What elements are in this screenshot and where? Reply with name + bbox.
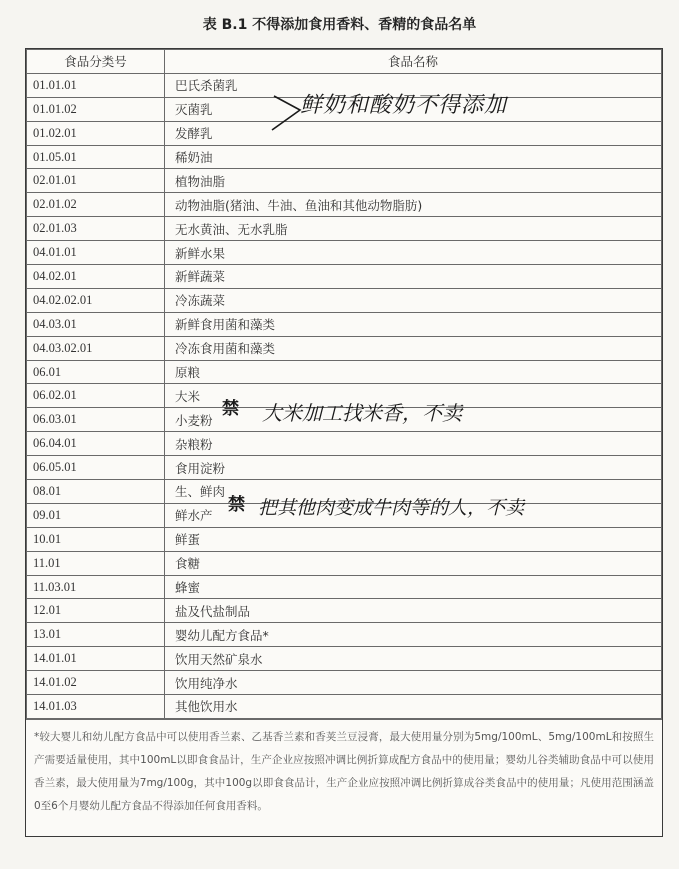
category-code-cell: 01.01.01 — [27, 73, 165, 97]
food-name-cell: 其他饮用水 — [165, 695, 662, 719]
category-code-cell: 01.05.01 — [27, 145, 165, 169]
category-code-cell: 01.01.02 — [27, 97, 165, 121]
category-code-cell: 11.03.01 — [27, 575, 165, 599]
food-name-cell: 生、鲜肉 — [165, 480, 662, 504]
category-code-cell: 06.05.01 — [27, 456, 165, 480]
food-name-cell: 原粮 — [165, 360, 662, 384]
category-code-cell: 06.03.01 — [27, 408, 165, 432]
category-code-cell: 04.03.01 — [27, 312, 165, 336]
category-code-cell: 09.01 — [27, 503, 165, 527]
food-name-cell: 饮用纯净水 — [165, 671, 662, 695]
category-code-cell: 02.01.02 — [27, 193, 165, 217]
food-name-cell: 冷冻食用菌和藻类 — [165, 336, 662, 360]
food-name-cell: 巴氏杀菌乳 — [165, 73, 662, 97]
category-code-cell: 02.01.03 — [27, 217, 165, 241]
food-name-cell: 灭菌乳 — [165, 97, 662, 121]
handwritten-note-dairy: 鲜奶和酸奶不得添加 — [300, 93, 508, 118]
food-name-cell: 饮用天然矿泉水 — [165, 647, 662, 671]
category-code-cell: 11.01 — [27, 551, 165, 575]
category-code-cell: 10.01 — [27, 527, 165, 551]
table-title: 表 B.1 不得添加食用香料、香精的食品名单 — [202, 17, 477, 33]
food-name-cell: 盐及代盐制品 — [165, 599, 662, 623]
food-name-cell: 杂粮粉 — [165, 432, 662, 456]
category-code-cell: 06.04.01 — [27, 432, 165, 456]
food-name-cell: 无水黄油、无水乳脂 — [165, 217, 662, 241]
food-name-cell: 新鲜食用菌和藻类 — [165, 312, 662, 336]
column-header-name: 食品名称 — [165, 50, 662, 74]
food-name-cell: 鲜水产 — [165, 503, 662, 527]
handwritten-mark-rice: 禁 — [222, 399, 239, 419]
category-code-cell: 04.01.01 — [27, 241, 165, 265]
category-code-cell: 06.01 — [27, 360, 165, 384]
food-name-cell: 植物油脂 — [165, 169, 662, 193]
food-name-cell: 新鲜蔬菜 — [165, 265, 662, 289]
food-name-cell: 食糖 — [165, 551, 662, 575]
food-name-cell: 稀奶油 — [165, 145, 662, 169]
category-code-cell: 13.01 — [27, 623, 165, 647]
category-code-cell: 14.01.01 — [27, 647, 165, 671]
food-name-cell: 蜂蜜 — [165, 575, 662, 599]
food-name-cell: 发酵乳 — [165, 121, 662, 145]
food-name-cell: 大米 — [165, 384, 662, 408]
handwritten-note-rice: 大米加工找米香，不卖 — [262, 401, 462, 425]
food-name-cell: 婴幼儿配方食品* — [165, 623, 662, 647]
category-code-cell: 04.03.02.01 — [27, 336, 165, 360]
food-name-cell: 鲜蛋 — [165, 527, 662, 551]
food-name-cell: 新鲜水果 — [165, 241, 662, 265]
footnote: *较大婴儿和幼儿配方食品中可以使用香兰素、乙基香兰素和香荚兰豆浸膏，最大使用量分别为5mg/100mL、5mg/100mL和按照生产需要适量使用，其中100mL以即食食品计，生产企业应按照冲调比例折算成配方食品中的使用量；婴幼儿谷类辅助食品中可以使用香兰素，最大使用量为7mg/100g，其中100g以即食食品计，生产企业应按照冲调比例折算成谷类食品中的使用量；凡使用范围涵盖0至6个月婴幼儿配方食品不得添加任何食用香料。 — [26, 719, 662, 836]
food-name-cell: 小麦粉 — [165, 408, 662, 432]
category-code-cell: 01.02.01 — [27, 121, 165, 145]
category-code-cell: 08.01 — [27, 480, 165, 504]
category-code-cell: 04.02.02.01 — [27, 288, 165, 312]
handwritten-note-meat: 把其他肉变成牛肉等的人，不卖 — [258, 497, 525, 519]
category-code-cell: 06.02.01 — [27, 384, 165, 408]
category-code-cell: 14.01.03 — [27, 695, 165, 719]
category-code-cell: 04.02.01 — [27, 265, 165, 289]
food-name-cell: 食用淀粉 — [165, 456, 662, 480]
handwritten-mark-meat: 禁 — [228, 495, 245, 515]
category-code-cell: 14.01.02 — [27, 671, 165, 695]
food-name-cell: 动物油脂(猪油、牛油、鱼油和其他动物脂肪) — [165, 193, 662, 217]
category-code-cell: 12.01 — [27, 599, 165, 623]
category-code-cell: 02.01.01 — [27, 169, 165, 193]
column-header-code: 食品分类号 — [27, 50, 165, 74]
food-name-cell: 冷冻蔬菜 — [165, 288, 662, 312]
